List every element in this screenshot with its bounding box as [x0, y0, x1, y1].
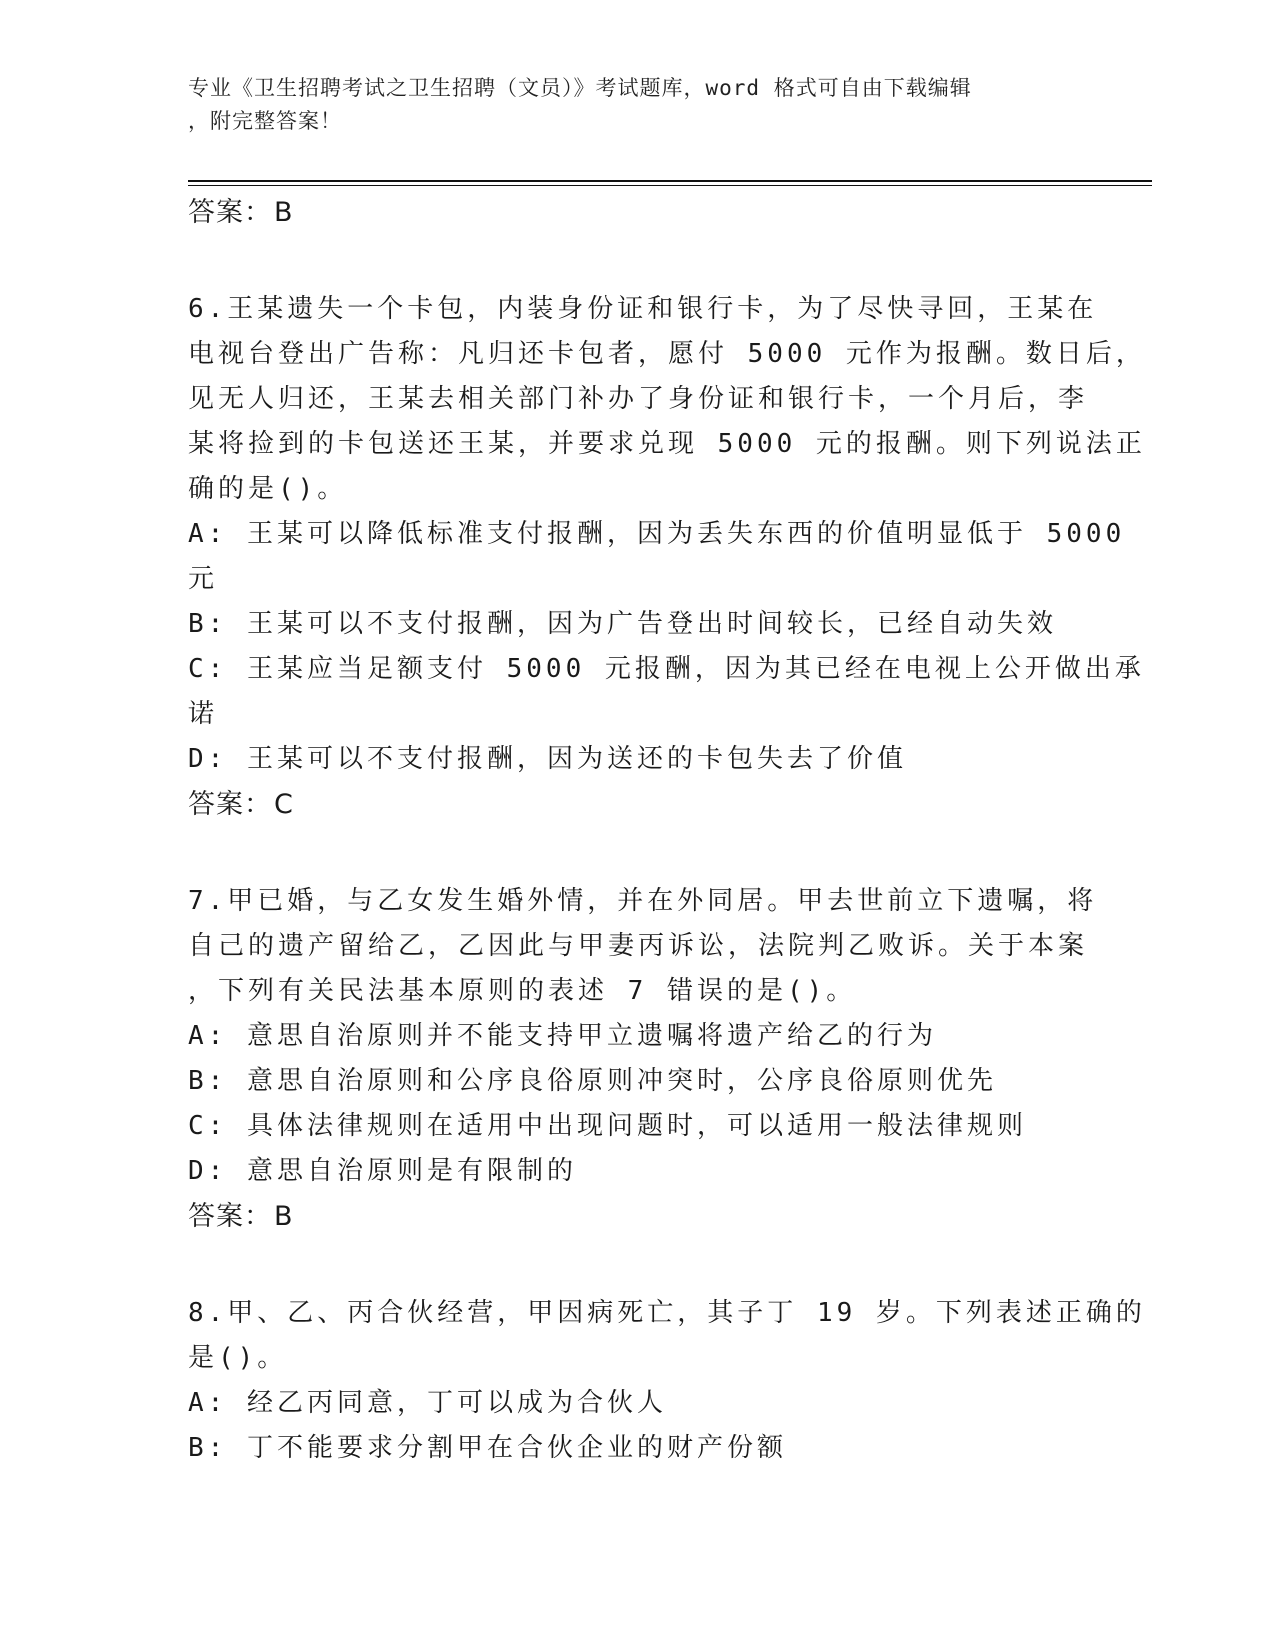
- option-b: B: 王某可以不支付报酬，因为广告登出时间较长，已经自动失效: [188, 609, 1057, 639]
- answer-value: B: [274, 1201, 294, 1232]
- option-a: A: 经乙丙同意，丁可以成为合伙人: [188, 1388, 667, 1418]
- question-stem-line: 7.甲已婚，与乙女发生婚外情，并在外同居。甲去世前立下遗嘱，将: [188, 886, 1098, 916]
- answer-value: B: [274, 197, 294, 228]
- answer-label: 答案：: [188, 789, 272, 820]
- question-stem-line: 确的是()。: [188, 474, 348, 504]
- option-c-continued: 诺: [188, 699, 219, 729]
- document-header: [188, 72, 1088, 138]
- option-c: C: 具体法律规则在适用中出现问题时，可以适用一般法律规则: [188, 1111, 1027, 1141]
- header-divider: [188, 180, 1152, 182]
- option-a: A: 王某可以降低标准支付报酬，因为丢失东西的价值明显低于 5000: [188, 519, 1126, 549]
- question-stem-line: 8.甲、乙、丙合伙经营，甲因病死亡，其子丁 19 岁。下列表述正确的: [188, 1298, 1146, 1328]
- question-stem-line: ，下列有关民法基本原则的表述 7 错误的是()。: [188, 976, 857, 1006]
- question-stem-line: 某将捡到的卡包送还王某，并要求兑现 5000 元的报酬。则下列说法正: [188, 429, 1146, 459]
- document-body: [188, 190, 1146, 1471]
- answer-label: 答案：: [188, 197, 272, 228]
- answer-line: [188, 782, 1088, 827]
- header-divider-thin: [188, 185, 1152, 186]
- header-line: 专业《卫生招聘考试之卫生招聘（文员）》考试题库，word 格式可自由下载编辑: [188, 76, 972, 100]
- option-d: D: 意思自治原则是有限制的: [188, 1156, 577, 1186]
- answer-value: C: [274, 789, 294, 820]
- spacer: [188, 1239, 1088, 1291]
- question-stem-line: 见无人归还，王某去相关部门补办了身份证和银行卡，一个月后，李: [188, 384, 1089, 414]
- option-a: A: 意思自治原则并不能支持甲立遗嘱将遗产给乙的行为: [188, 1021, 937, 1051]
- question-8: [188, 1291, 1146, 1471]
- question-6: [188, 287, 1146, 827]
- spacer: [188, 827, 1088, 879]
- answer-line: [188, 1194, 1088, 1239]
- question-stem-line: 6.王某遗失一个卡包，内装身份证和银行卡，为了尽快寻回，王某在: [188, 294, 1098, 324]
- question-7: [188, 879, 1098, 1239]
- question-stem-line: 自己的遗产留给乙，乙因此与甲妻丙诉讼，法院判乙败诉。关于本案: [188, 931, 1089, 961]
- option-c: C: 王某应当足额支付 5000 元报酬，因为其已经在电视上公开做出承: [188, 654, 1145, 684]
- option-d: D: 王某可以不支付报酬，因为送还的卡包失去了价值: [188, 744, 907, 774]
- option-a-continued: 元: [188, 564, 219, 594]
- answer-line: [188, 190, 1088, 235]
- answer-label: 答案：: [188, 1201, 272, 1232]
- option-b: B: 意思自治原则和公序良俗原则冲突时，公序良俗原则优先: [188, 1066, 997, 1096]
- option-b: B: 丁不能要求分割甲在合伙企业的财产份额: [188, 1433, 787, 1463]
- header-line: ，附完整答案！: [188, 109, 342, 133]
- spacer: [188, 235, 1088, 287]
- question-stem-line: 电视台登出广告称：凡归还卡包者，愿付 5000 元作为报酬。数日后，: [188, 339, 1146, 369]
- question-stem-line: 是()。: [188, 1343, 288, 1373]
